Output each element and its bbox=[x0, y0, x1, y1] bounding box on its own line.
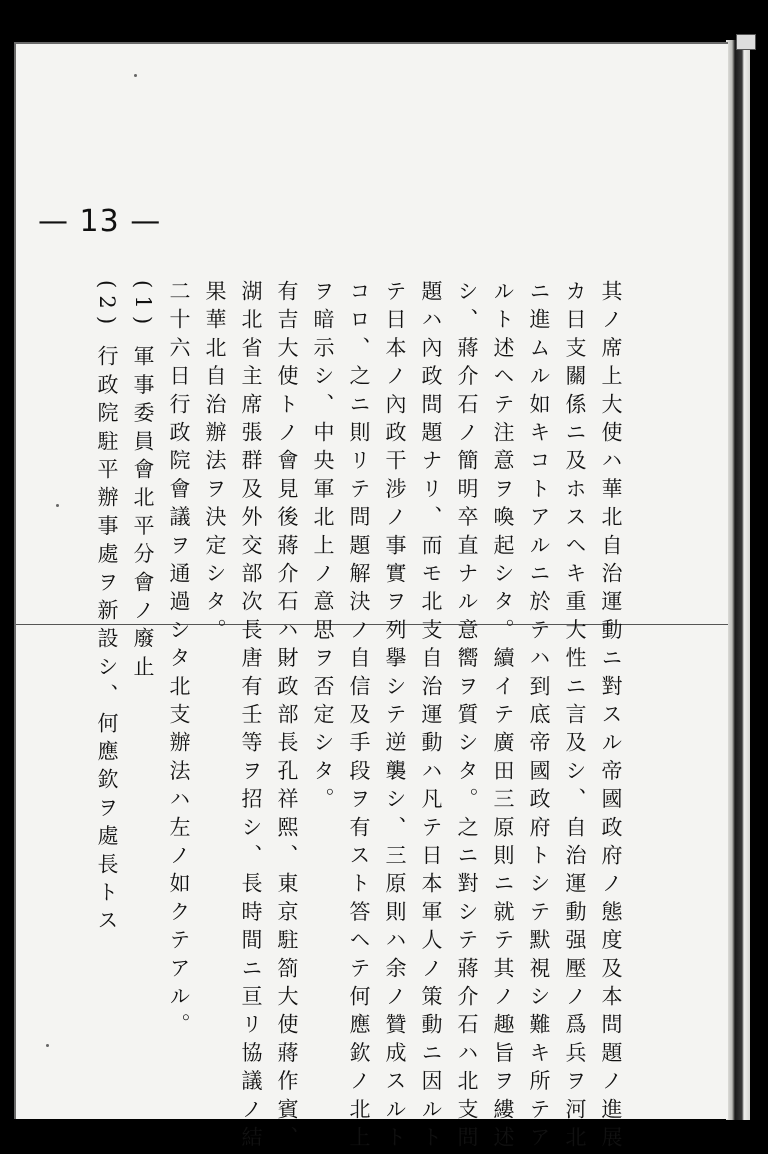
document-page bbox=[14, 42, 728, 1154]
scan-speck bbox=[134, 74, 137, 77]
text-column-7: テ日本ノ內政干涉ノ事實ヲ列擧シテ逆襲シ、三原則ハ余ノ贊成スルト bbox=[383, 280, 407, 1154]
text-column-1: 其ノ席上大使ハ華北自治運動ニ對スル帝國政府ノ態度及本問題ノ進展 bbox=[599, 280, 623, 1154]
text-column-4: ルト述ヘテ注意ヲ喚起シタ。續イテ廣田三原則ニ就テ其ノ趣旨ヲ縷述 bbox=[491, 280, 515, 1154]
text-column-8: コロ、之ニ則リテ問題解決ノ自信及手段ヲ有スト答ヘテ何應欽ノ北上 bbox=[347, 280, 371, 1154]
page-edge-shadow bbox=[726, 40, 750, 1120]
page-number: — 13 — bbox=[38, 204, 162, 239]
text-column-9: ヲ暗示シ、中央軍北上ノ意思ヲ否定シタ。 bbox=[311, 280, 335, 816]
text-column-12: 果華北自治辦法ヲ決定シタ。 bbox=[203, 280, 227, 647]
text-column-5: シ、蔣介石ノ簡明卒直ナル意嚮ヲ質シタ。之ニ對シテ蔣介石ハ北支問 bbox=[455, 280, 479, 1154]
text-column-13: 二十六日行政院會議ヲ通過シタ北支辦法ハ左ノ如クテアル。 bbox=[167, 280, 191, 1042]
text-column-3: ニ進ムル如キコトアルニ於テハ到底帝國政府トシテ默視シ難キ所テア bbox=[527, 280, 551, 1154]
list-item-2: (2) 行政院駐平辦事處ヲ新設シ、何應欽ヲ處長トス bbox=[95, 280, 119, 938]
text-column-2: カ日支關係ニ及ホスヘキ重大性ニ言及シ、自治運動强壓ノ爲兵ヲ河北 bbox=[563, 280, 587, 1154]
scan-speck bbox=[46, 1044, 49, 1047]
list-item-1: (1) 軍事委員會北平分會ノ廢止 bbox=[131, 280, 155, 684]
text-column-11: 湖北省主席張群及外交部次長唐有壬等ヲ招シ、長時間ニ亘リ協議ノ結 bbox=[239, 280, 263, 1154]
page-corner-tab bbox=[736, 34, 756, 50]
text-column-6: 題ハ內政問題ナリ、而モ北支自治運動ハ凡テ日本軍人ノ策動ニ因ルト bbox=[419, 280, 443, 1154]
text-column-10: 有吉大使トノ會見後蔣介石ハ財政部長孔祥熙、東京駐箚大使蔣作賓、 bbox=[275, 280, 299, 1154]
scan-speck bbox=[56, 504, 59, 507]
